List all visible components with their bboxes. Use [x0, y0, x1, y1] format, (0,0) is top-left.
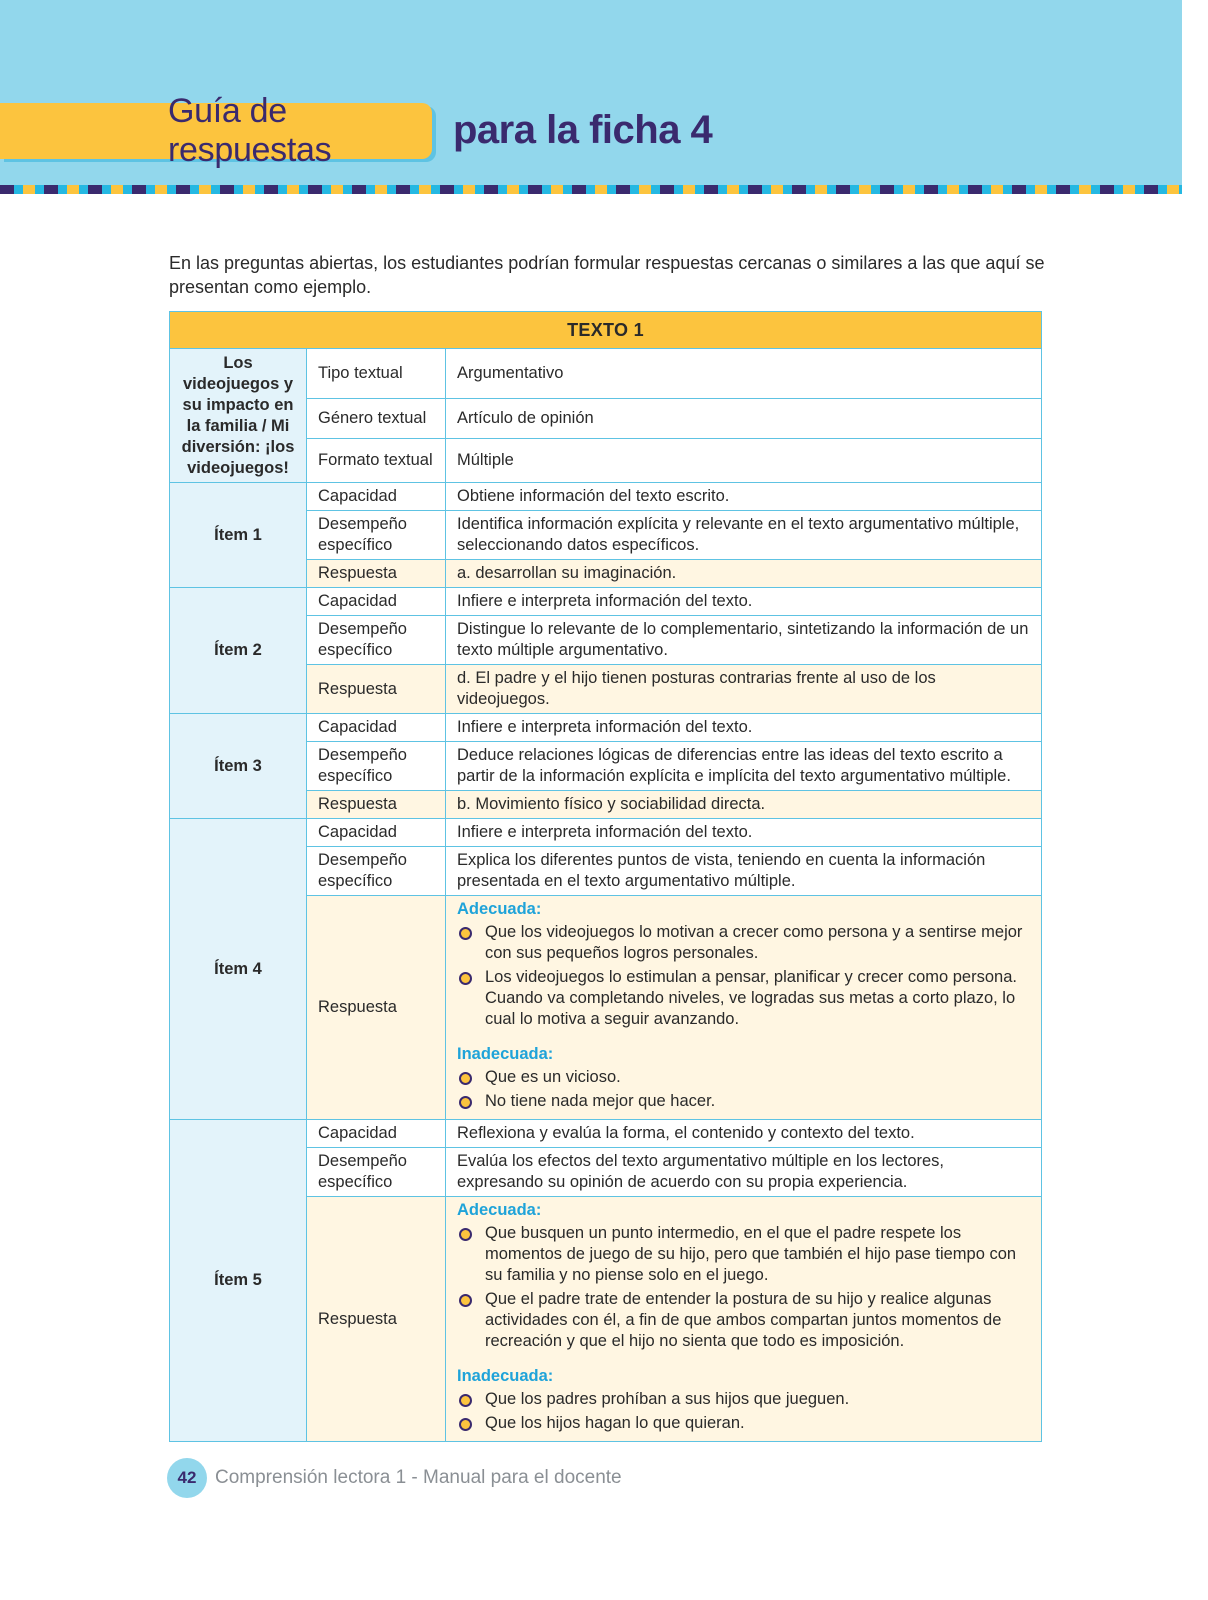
- row-value: Artículo de opinión: [446, 399, 1042, 439]
- capacidad-label: Capacidad: [307, 714, 446, 742]
- answer-guide-table: [169, 311, 1041, 1442]
- list-item: [457, 1223, 1030, 1286]
- row-label: Formato textual: [307, 439, 446, 483]
- title-part-1: Guía de respuestas: [168, 92, 332, 169]
- respuesta-label: Respuesta: [307, 560, 446, 588]
- respuesta-label: Respuesta: [307, 791, 446, 819]
- item-4-label: Ítem 4: [170, 819, 307, 1120]
- list-item: [457, 967, 1030, 1030]
- inadecuada-heading: Inadecuada:: [457, 1045, 554, 1063]
- item-4-respuesta: [446, 896, 1042, 1120]
- adecuada-heading: Adecuada:: [457, 900, 542, 918]
- bullet-icon: [459, 1096, 472, 1109]
- page-number-badge: 42: [167, 1458, 207, 1498]
- title-pill: [0, 92, 432, 169]
- desempeno-label: Desempeño específico: [307, 1148, 446, 1197]
- text-title-cell: Los videojuegos y su impacto en la familia / Mi diversión: ¡los videojuegos!: [170, 349, 307, 483]
- item-5-respuesta: [446, 1197, 1042, 1442]
- item-5-capacidad: Reflexiona y evalúa la forma, el contenido y contexto del texto.: [446, 1120, 1042, 1148]
- title-part-2: para la ficha 4: [453, 108, 713, 152]
- adecuada-list: [457, 1223, 1030, 1352]
- row-value: Múltiple: [446, 439, 1042, 483]
- respuesta-label: Respuesta: [307, 1197, 446, 1442]
- item-3-label: Ítem 3: [170, 714, 307, 819]
- inadecuada-list: [457, 1389, 1030, 1434]
- bullet-icon: [459, 1294, 472, 1307]
- item-2-desempeno: Distingue lo relevante de lo complementario, sintetizando la información de un texto múltiple argumentativo.: [446, 616, 1042, 665]
- desempeno-label: Desempeño específico: [307, 511, 446, 560]
- list-item-text: Que es un vicioso.: [485, 1068, 621, 1086]
- adecuada-heading: Adecuada:: [457, 1201, 542, 1219]
- respuesta-label: Respuesta: [307, 896, 446, 1120]
- row-value: Argumentativo: [446, 349, 1042, 399]
- item-3-capacidad: Infiere e interpreta información del texto.: [446, 714, 1042, 742]
- desempeno-label: Desempeño específico: [307, 616, 446, 665]
- list-item-text: Que los hijos hagan lo que quieran.: [485, 1414, 745, 1432]
- item-3-respuesta: b. Movimiento físico y sociabilidad directa.: [446, 791, 1042, 819]
- decorative-dash-strip: [0, 185, 1182, 194]
- bullet-icon: [459, 972, 472, 985]
- row-label: Género textual: [307, 399, 446, 439]
- capacidad-label: Capacidad: [307, 1120, 446, 1148]
- adecuada-list: [457, 922, 1030, 1030]
- list-item: [457, 1413, 1030, 1434]
- capacidad-label: Capacidad: [307, 483, 446, 511]
- item-3-desempeno: Deduce relaciones lógicas de diferencias entre las ideas del texto escrito a partir de la información explícita e implícita del texto argumentativo múltiple.: [446, 742, 1042, 791]
- item-2-capacidad: Infiere e interpreta información del texto.: [446, 588, 1042, 616]
- desempeno-label: Desempeño específico: [307, 742, 446, 791]
- bullet-icon: [459, 1228, 472, 1241]
- item-5-label: Ítem 5: [170, 1120, 307, 1442]
- bullet-icon: [459, 1394, 472, 1407]
- list-item: [457, 922, 1030, 964]
- list-item: [457, 1389, 1030, 1410]
- row-label: Tipo textual: [307, 349, 446, 399]
- item-5-desempeno: Evalúa los efectos del texto argumentativo múltiple en los lectores, expresando su opinión de acuerdo con su propia experiencia.: [446, 1148, 1042, 1197]
- capacidad-label: Capacidad: [307, 588, 446, 616]
- item-4-capacidad: Infiere e interpreta información del texto.: [446, 819, 1042, 847]
- inadecuada-list: [457, 1067, 1030, 1112]
- footer-book-title: Comprensión lectora 1 - Manual para el docente: [215, 1467, 622, 1488]
- bullet-icon: [459, 1418, 472, 1431]
- list-item-text: No tiene nada mejor que hacer.: [485, 1092, 716, 1110]
- item-1-respuesta: a. desarrollan su imaginación.: [446, 560, 1042, 588]
- intro-paragraph: En las preguntas abiertas, los estudiantes podrían formular respuestas cercanas o similares a las que aquí se presentan como ejemplo.: [169, 253, 1045, 297]
- list-item-text: Los videojuegos lo estimulan a pensar, planificar y crecer como persona. Cuando va completando niveles, ve logradas sus metas a corto plazo, lo cual lo motiva a seguir avanzando.: [485, 968, 1017, 1028]
- item-2-label: Ítem 2: [170, 588, 307, 714]
- item-1-label: Ítem 1: [170, 483, 307, 588]
- list-item-text: Que los padres prohíban a sus hijos que jueguen.: [485, 1390, 850, 1408]
- respuesta-label: Respuesta: [307, 665, 446, 714]
- list-item: [457, 1067, 1030, 1088]
- bullet-icon: [459, 1072, 472, 1085]
- list-item: [457, 1289, 1030, 1352]
- list-item-text: Que busquen un punto intermedio, en el que el padre respete los momentos de juego de su hijo, pero que también el hijo pase tiempo con su familia y no piense solo en el juego.: [485, 1224, 1017, 1284]
- item-2-respuesta: d. El padre y el hijo tienen posturas contrarias frente al uso de los videojuegos.: [446, 665, 1042, 714]
- item-1-capacidad: Obtiene información del texto escrito.: [446, 483, 1042, 511]
- list-item: [457, 1091, 1030, 1112]
- inadecuada-heading: Inadecuada:: [457, 1367, 554, 1385]
- item-4-desempeno: Explica los diferentes puntos de vista, teniendo en cuenta la información presentada en el texto argumentativo múltiple.: [446, 847, 1042, 896]
- desempeno-label: Desempeño específico: [307, 847, 446, 896]
- list-item-text: Que el padre trate de entender la postura de su hijo y realice algunas actividades con él, a fin de que ambos compartan juntos momentos de recreación y que el hijo no sienta que todo es imposición.: [485, 1290, 1002, 1350]
- capacidad-label: Capacidad: [307, 819, 446, 847]
- item-1-desempeno: Identifica información explícita y relevante en el texto argumentativo múltiple, seleccionando datos específicos.: [446, 511, 1042, 560]
- list-item-text: Que los videojuegos lo motivan a crecer como persona y a sentirse mejor con sus pequeños logros personales.: [485, 923, 1023, 962]
- table-heading: TEXTO 1: [170, 312, 1042, 349]
- bullet-icon: [459, 927, 472, 940]
